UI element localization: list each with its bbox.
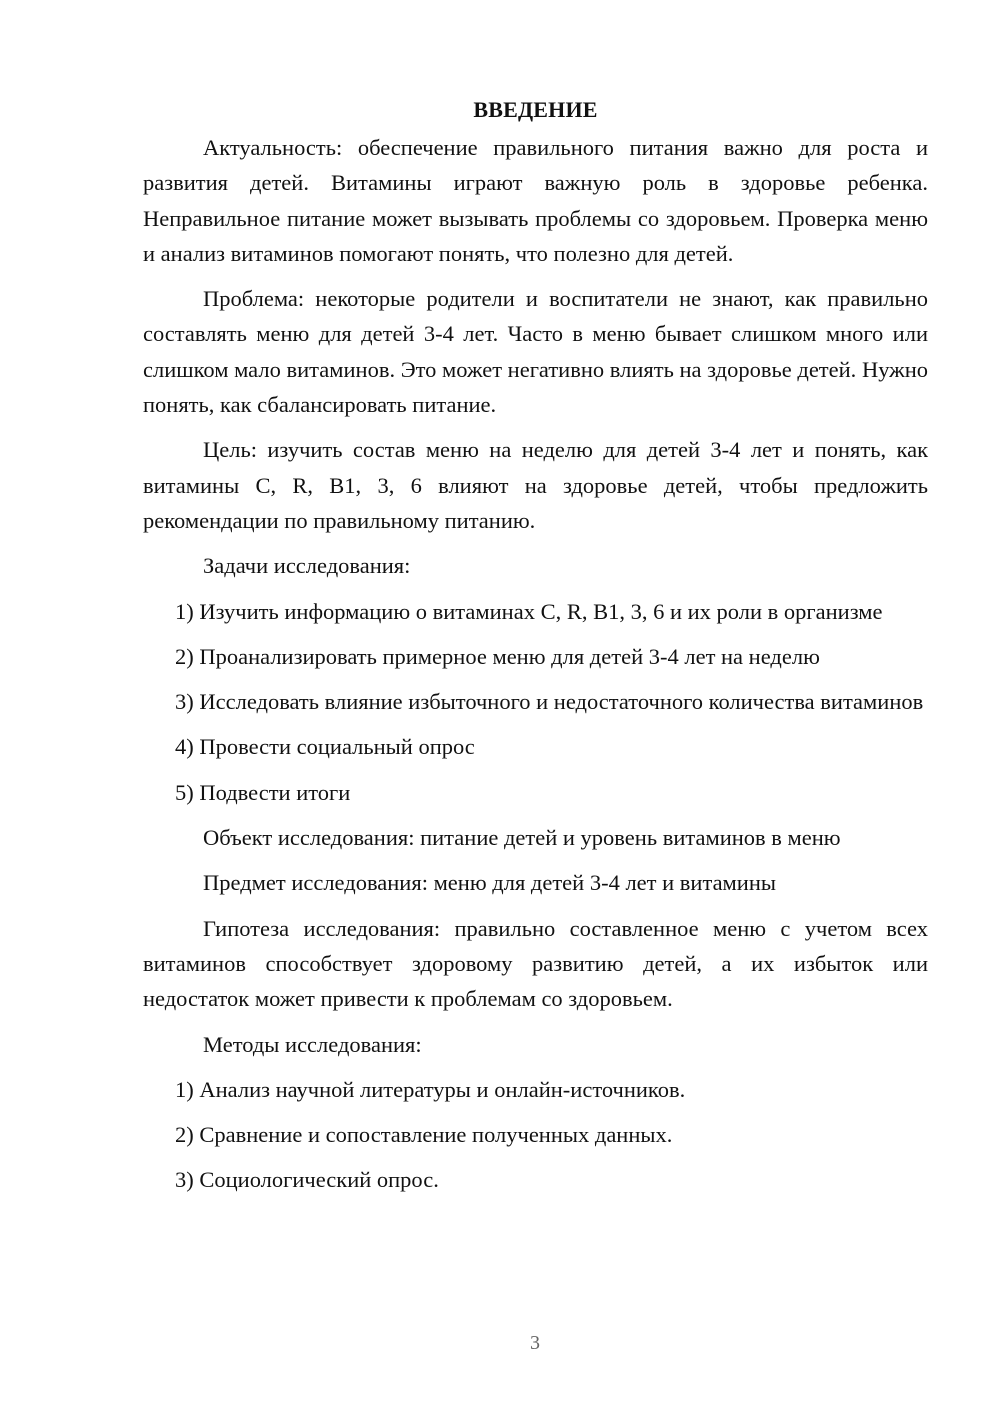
task-item: 5) Подвести итоги	[175, 779, 351, 805]
tasks-list	[143, 594, 928, 810]
section-title: ВВЕДЕНИЕ	[473, 97, 598, 122]
subject-line: Предмет исследования: меню для детей 3-4 лет и витамины	[203, 870, 776, 896]
page-number: 3	[530, 1332, 540, 1354]
method-item: 3) Социологический опрос.	[175, 1167, 439, 1193]
task-item: 3) Исследовать влияние избыточного и недостаточного количества витаминов	[175, 689, 924, 715]
methods-list	[143, 1072, 928, 1198]
task-item: 2) Проанализировать примерное меню для детей 3-4 лет на неделю	[175, 643, 820, 669]
methods-heading: Методы исследования:	[203, 1031, 422, 1057]
problem-paragraph: Проблема: некоторые родители и воспитатели не знают, как правильно составлять меню для детей 3-4 лет. Часто в меню бывает слишком много или слишком мало витаминов. Это может негативно влиять на здоровье детей. Нужно понять, как сбалансировать питание.	[143, 286, 928, 418]
task-item: 1) Изучить информацию о витаминах C, R, B1, 3, 6 и их роли в организме	[175, 598, 883, 624]
method-item: 1) Анализ научной литературы и онлайн-источников.	[175, 1076, 686, 1102]
goal-paragraph: Цель: изучить состав меню на неделю для детей 3-4 лет и понять, как витамины C, R, B1, 3, 6 влияют на здоровье детей, чтобы предложить рекомендации по правильному питанию.	[143, 437, 928, 533]
document-page	[143, 92, 928, 1208]
hypothesis-paragraph: Гипотеза исследования: правильно составленное меню с учетом всех витаминов способствует здоровому развитию детей, а их избыток или недостаток может привести к проблемам со здоровьем.	[143, 915, 928, 1012]
object-line: Объект исследования: питание детей и уровень витаминов в меню	[203, 825, 841, 851]
tasks-heading: Задачи исследования:	[203, 553, 411, 579]
relevance-paragraph: Актуальность: обеспечение правильного питания важно для роста и развития детей. Витамины играют важную роль в здоровье ребенка. Неправильное питание может вызывать проблемы со здоровьем. Проверка меню и анализ витаминов помогают понять, что полезно для детей.	[143, 135, 928, 266]
task-item: 4) Провести социальный опрос	[175, 734, 475, 760]
method-item: 2) Сравнение и сопоставление полученных данных.	[175, 1122, 673, 1148]
